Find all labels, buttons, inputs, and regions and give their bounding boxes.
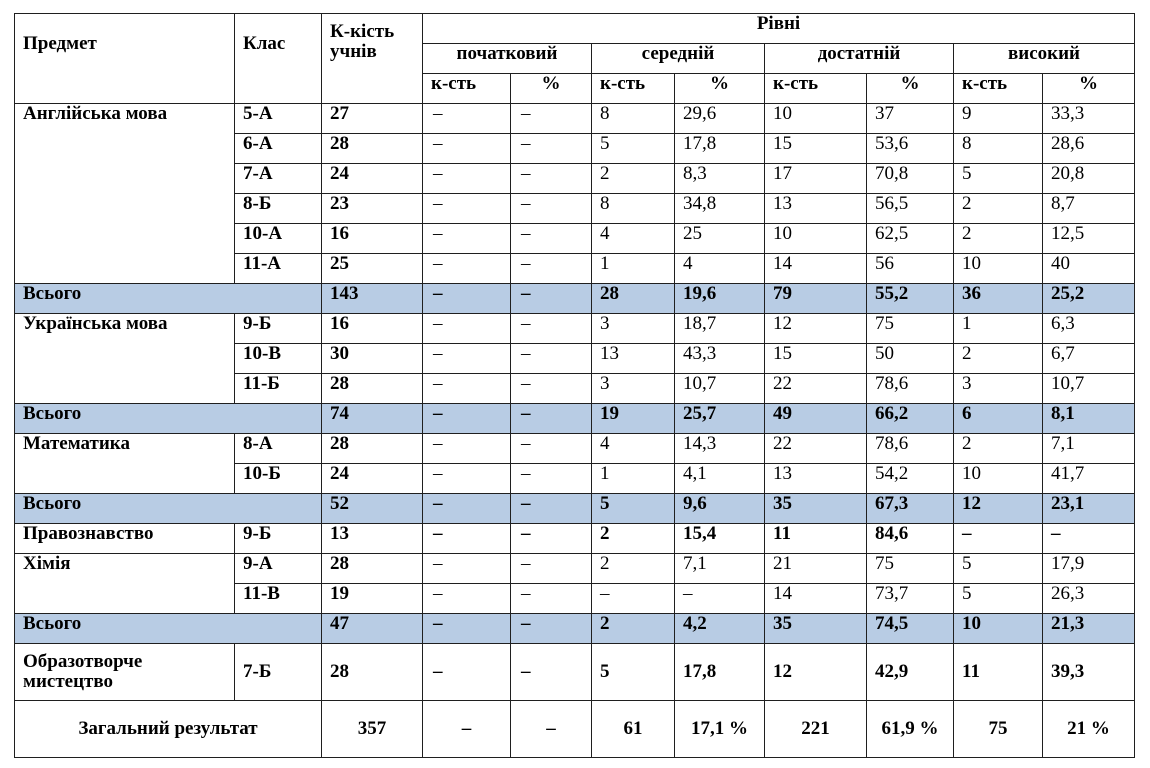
value-cell: 13 — [592, 344, 675, 374]
total-row — [15, 494, 1135, 524]
total-row — [15, 614, 1135, 644]
value-cell: 7,1 — [675, 554, 765, 584]
value-cell: 9 — [954, 104, 1043, 134]
value-cell: 53,6 — [867, 134, 954, 164]
value-cell: 15,4 — [675, 524, 765, 554]
header-sub-percent: % — [675, 74, 765, 104]
header-levels: Рівні — [423, 14, 1135, 44]
value-cell: 14 — [765, 254, 867, 284]
value-cell: 25,7 — [675, 404, 765, 434]
class-cell: 5-А — [235, 104, 322, 134]
value-cell: 74,5 — [867, 614, 954, 644]
total-row — [15, 404, 1135, 434]
value-cell: 67,3 — [867, 494, 954, 524]
grand-total-label: Загальний результат — [15, 701, 322, 758]
class-cell: 9-А — [235, 554, 322, 584]
value-cell: 18,7 — [675, 314, 765, 344]
value-cell: 49 — [765, 404, 867, 434]
value-cell: 3 — [592, 374, 675, 404]
table-row — [15, 524, 1135, 554]
value-cell: – — [511, 614, 592, 644]
value-cell: – — [511, 584, 592, 614]
value-cell: 50 — [867, 344, 954, 374]
value-cell: 12 — [765, 644, 867, 701]
value-cell: 5 — [954, 164, 1043, 194]
total-label: Всього — [15, 284, 322, 314]
value-cell: – — [592, 584, 675, 614]
value-cell: 43,3 — [675, 344, 765, 374]
header-subject: Предмет — [15, 14, 235, 104]
value-cell: 6,3 — [1043, 314, 1135, 344]
student-count-cell: 13 — [322, 524, 423, 554]
value-cell: 12,5 — [1043, 224, 1135, 254]
value-cell: 21 % — [1043, 701, 1135, 758]
value-cell: 75 — [867, 314, 954, 344]
value-cell: 78,6 — [867, 434, 954, 464]
value-cell: 13 — [765, 194, 867, 224]
class-cell: 10-Б — [235, 464, 322, 494]
student-count-cell: 16 — [322, 224, 423, 254]
value-cell: 25 — [675, 224, 765, 254]
value-cell: – — [423, 344, 511, 374]
value-cell: 56 — [867, 254, 954, 284]
value-cell: 12 — [765, 314, 867, 344]
value-cell: 1 — [954, 314, 1043, 344]
value-cell: 4 — [592, 434, 675, 464]
value-cell: 1 — [592, 254, 675, 284]
value-cell: – — [423, 194, 511, 224]
value-cell: 10,7 — [675, 374, 765, 404]
class-cell: 11-Б — [235, 374, 322, 404]
student-count-cell: 143 — [322, 284, 423, 314]
student-count-cell: 74 — [322, 404, 423, 434]
table-row — [15, 314, 1135, 344]
value-cell: – — [511, 344, 592, 374]
student-count-cell: 25 — [322, 254, 423, 284]
value-cell: 17,8 — [675, 644, 765, 701]
value-cell: 78,6 — [867, 374, 954, 404]
student-count-cell: 24 — [322, 164, 423, 194]
value-cell: 56,5 — [867, 194, 954, 224]
value-cell: – — [423, 284, 511, 314]
value-cell: – — [511, 194, 592, 224]
value-cell: 2 — [592, 164, 675, 194]
subject-cell: Українська мова — [15, 314, 235, 404]
value-cell: 8 — [592, 194, 675, 224]
value-cell: 79 — [765, 284, 867, 314]
student-count-cell: 27 — [322, 104, 423, 134]
value-cell: 2 — [954, 344, 1043, 374]
value-cell: 7,1 — [1043, 434, 1135, 464]
value-cell: 33,3 — [1043, 104, 1135, 134]
value-cell: 4 — [592, 224, 675, 254]
value-cell: – — [423, 524, 511, 554]
value-cell: 2 — [954, 224, 1043, 254]
table-body — [15, 104, 1135, 758]
class-cell: 11-А — [235, 254, 322, 284]
value-cell: 39,3 — [1043, 644, 1135, 701]
header-class: Клас — [235, 14, 322, 104]
value-cell: – — [423, 104, 511, 134]
class-cell: 7-А — [235, 164, 322, 194]
value-cell: 2 — [592, 524, 675, 554]
value-cell: 42,9 — [867, 644, 954, 701]
value-cell: 10 — [954, 614, 1043, 644]
value-cell: 5 — [954, 584, 1043, 614]
header-level-initial: початковий — [423, 44, 592, 74]
value-cell: – — [423, 254, 511, 284]
student-count-cell: 47 — [322, 614, 423, 644]
value-cell: 13 — [765, 464, 867, 494]
value-cell: 14 — [765, 584, 867, 614]
value-cell: 4,1 — [675, 464, 765, 494]
table-row — [15, 434, 1135, 464]
value-cell: – — [511, 494, 592, 524]
value-cell: – — [511, 134, 592, 164]
value-cell: 34,8 — [675, 194, 765, 224]
grand-total-row — [15, 701, 1135, 758]
subject-cell: Хімія — [15, 554, 235, 614]
value-cell: 11 — [765, 524, 867, 554]
value-cell: 75 — [954, 701, 1043, 758]
table-row — [15, 104, 1135, 134]
value-cell: 28 — [592, 284, 675, 314]
value-cell: – — [511, 434, 592, 464]
table-header — [15, 14, 1135, 104]
student-count-cell: 30 — [322, 344, 423, 374]
value-cell: – — [423, 584, 511, 614]
value-cell: – — [511, 374, 592, 404]
class-cell: 8-А — [235, 434, 322, 464]
class-cell: 11-В — [235, 584, 322, 614]
value-cell: 75 — [867, 554, 954, 584]
subject-cell: Правознавство — [15, 524, 235, 554]
value-cell: 54,2 — [867, 464, 954, 494]
value-cell: 40 — [1043, 254, 1135, 284]
value-cell: 25,2 — [1043, 284, 1135, 314]
student-count-cell: 23 — [322, 194, 423, 224]
value-cell: 23,1 — [1043, 494, 1135, 524]
header-level-sufficient: достатній — [765, 44, 954, 74]
value-cell: 36 — [954, 284, 1043, 314]
value-cell: – — [423, 701, 511, 758]
value-cell: – — [511, 224, 592, 254]
value-cell: 21,3 — [1043, 614, 1135, 644]
student-count-cell: 28 — [322, 134, 423, 164]
value-cell: 15 — [765, 344, 867, 374]
subject-cell: Математика — [15, 434, 235, 494]
value-cell: 4,2 — [675, 614, 765, 644]
value-cell: 19,6 — [675, 284, 765, 314]
subject-cell: Образотворче мистецтво — [15, 644, 235, 701]
student-count-cell: 357 — [322, 701, 423, 758]
value-cell: 73,7 — [867, 584, 954, 614]
value-cell: 20,8 — [1043, 164, 1135, 194]
value-cell: 70,8 — [867, 164, 954, 194]
value-cell: 37 — [867, 104, 954, 134]
value-cell: 17 — [765, 164, 867, 194]
value-cell: – — [423, 314, 511, 344]
class-cell: 10-В — [235, 344, 322, 374]
class-cell: 8-Б — [235, 194, 322, 224]
class-cell: 6-А — [235, 134, 322, 164]
class-cell: 7-Б — [235, 644, 322, 701]
student-count-cell: 52 — [322, 494, 423, 524]
value-cell: 10 — [954, 464, 1043, 494]
value-cell: – — [423, 494, 511, 524]
header-level-average: середній — [592, 44, 765, 74]
value-cell: – — [423, 644, 511, 701]
class-cell: 9-Б — [235, 524, 322, 554]
student-count-cell: 28 — [322, 374, 423, 404]
value-cell: 5 — [592, 644, 675, 701]
value-cell: 1 — [592, 464, 675, 494]
value-cell: 10 — [954, 254, 1043, 284]
header-sub-count: к-сть — [592, 74, 675, 104]
value-cell: 5 — [592, 494, 675, 524]
value-cell: 62,5 — [867, 224, 954, 254]
student-count-cell: 19 — [322, 584, 423, 614]
results-table — [14, 13, 1135, 758]
value-cell: – — [1043, 524, 1135, 554]
value-cell: 3 — [954, 374, 1043, 404]
value-cell: 22 — [765, 434, 867, 464]
value-cell: 14,3 — [675, 434, 765, 464]
value-cell: – — [511, 164, 592, 194]
value-cell: – — [675, 584, 765, 614]
total-label: Всього — [15, 614, 322, 644]
results-table-container — [14, 13, 1134, 758]
value-cell: – — [423, 434, 511, 464]
value-cell: – — [423, 164, 511, 194]
header-sub-percent: % — [867, 74, 954, 104]
value-cell: – — [423, 614, 511, 644]
value-cell: 9,6 — [675, 494, 765, 524]
value-cell: – — [511, 524, 592, 554]
value-cell: 61,9 % — [867, 701, 954, 758]
header-sub-count: к-сть — [765, 74, 867, 104]
table-row — [15, 644, 1135, 701]
value-cell: – — [511, 701, 592, 758]
table-row — [15, 554, 1135, 584]
value-cell: – — [511, 464, 592, 494]
class-cell: 9-Б — [235, 314, 322, 344]
value-cell: 8,1 — [1043, 404, 1135, 434]
header-level-high: високий — [954, 44, 1135, 74]
header-sub-count: к-сть — [954, 74, 1043, 104]
value-cell: 11 — [954, 644, 1043, 701]
value-cell: 55,2 — [867, 284, 954, 314]
value-cell: 17,9 — [1043, 554, 1135, 584]
value-cell: 10,7 — [1043, 374, 1135, 404]
value-cell: 19 — [592, 404, 675, 434]
value-cell: 10 — [765, 224, 867, 254]
value-cell: 15 — [765, 134, 867, 164]
value-cell: 29,6 — [675, 104, 765, 134]
value-cell: 10 — [765, 104, 867, 134]
value-cell: – — [423, 554, 511, 584]
header-sub-count: к-сть — [423, 74, 511, 104]
value-cell: – — [423, 404, 511, 434]
subject-cell: Англійська мова — [15, 104, 235, 284]
value-cell: 21 — [765, 554, 867, 584]
student-count-cell: 16 — [322, 314, 423, 344]
value-cell: 2 — [592, 554, 675, 584]
value-cell: 5 — [592, 134, 675, 164]
total-label: Всього — [15, 494, 322, 524]
value-cell: – — [511, 284, 592, 314]
value-cell: 8,7 — [1043, 194, 1135, 224]
value-cell: – — [423, 224, 511, 254]
value-cell: – — [511, 254, 592, 284]
value-cell: – — [511, 314, 592, 344]
value-cell: 17,1 % — [675, 701, 765, 758]
student-count-cell: 28 — [322, 434, 423, 464]
value-cell: – — [423, 134, 511, 164]
value-cell: 12 — [954, 494, 1043, 524]
value-cell: 35 — [765, 614, 867, 644]
value-cell: – — [511, 104, 592, 134]
header-sub-percent: % — [1043, 74, 1135, 104]
value-cell: 2 — [954, 434, 1043, 464]
total-row — [15, 284, 1135, 314]
value-cell: 8,3 — [675, 164, 765, 194]
value-cell: – — [511, 644, 592, 701]
value-cell: 22 — [765, 374, 867, 404]
value-cell: 4 — [675, 254, 765, 284]
class-cell: 10-А — [235, 224, 322, 254]
value-cell: 2 — [954, 194, 1043, 224]
value-cell: – — [423, 464, 511, 494]
value-cell: 28,6 — [1043, 134, 1135, 164]
value-cell: 6,7 — [1043, 344, 1135, 374]
value-cell: – — [511, 554, 592, 584]
value-cell: – — [423, 374, 511, 404]
value-cell: 35 — [765, 494, 867, 524]
value-cell: 2 — [592, 614, 675, 644]
value-cell: 8 — [592, 104, 675, 134]
value-cell: 41,7 — [1043, 464, 1135, 494]
value-cell: 84,6 — [867, 524, 954, 554]
value-cell: – — [954, 524, 1043, 554]
header-student-count: К-кість учнів — [322, 14, 423, 104]
value-cell: 17,8 — [675, 134, 765, 164]
student-count-cell: 24 — [322, 464, 423, 494]
total-label: Всього — [15, 404, 322, 434]
student-count-cell: 28 — [322, 644, 423, 701]
header-sub-percent: % — [511, 74, 592, 104]
value-cell: 61 — [592, 701, 675, 758]
value-cell: 66,2 — [867, 404, 954, 434]
value-cell: – — [511, 404, 592, 434]
student-count-cell: 28 — [322, 554, 423, 584]
value-cell: 5 — [954, 554, 1043, 584]
value-cell: 3 — [592, 314, 675, 344]
value-cell: 6 — [954, 404, 1043, 434]
value-cell: 8 — [954, 134, 1043, 164]
value-cell: 221 — [765, 701, 867, 758]
value-cell: 26,3 — [1043, 584, 1135, 614]
